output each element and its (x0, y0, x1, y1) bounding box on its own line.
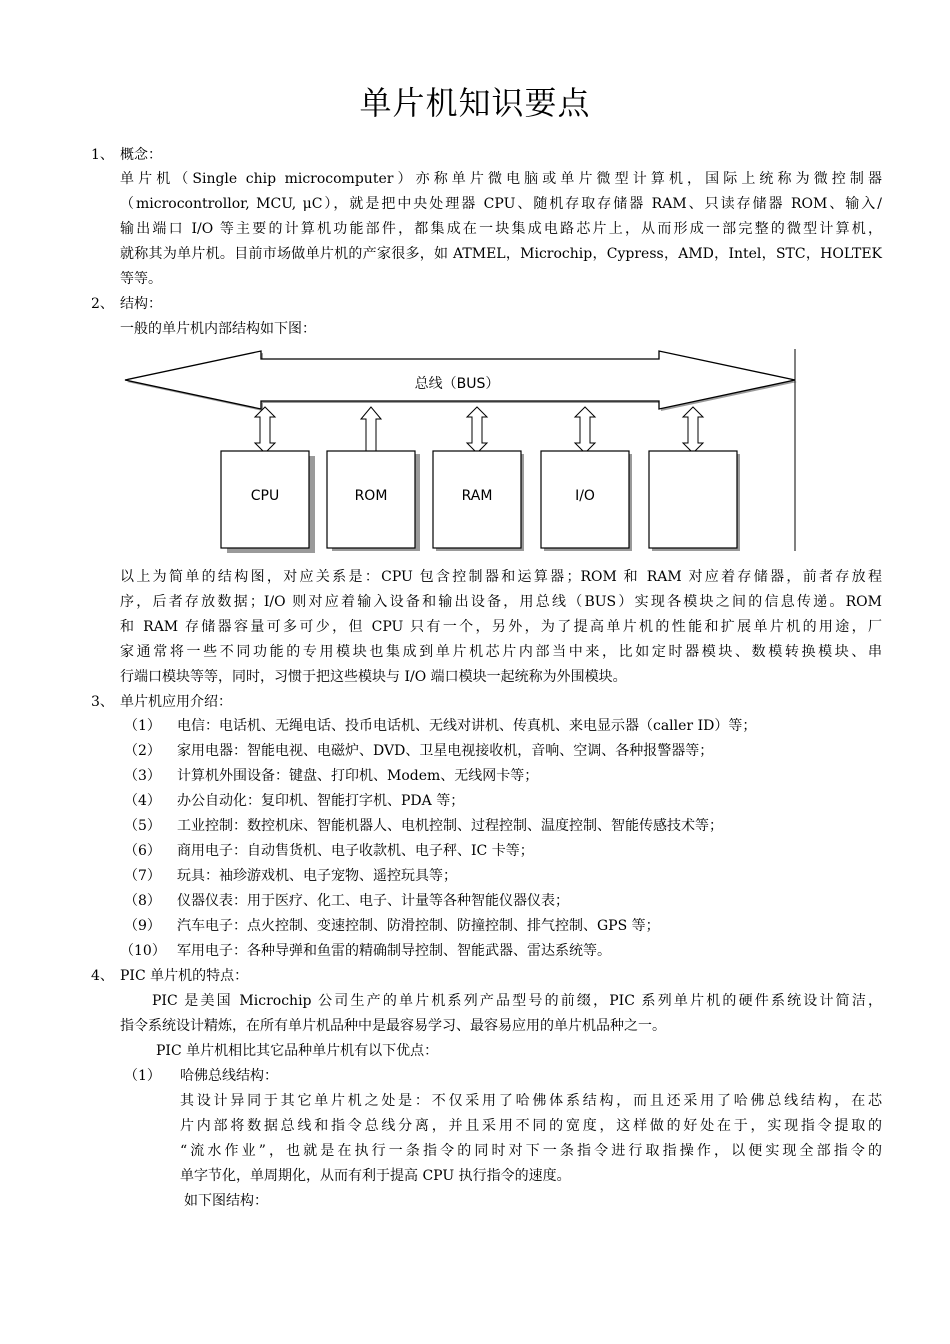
pic-feature-after: 如下图结构： (184, 1193, 268, 1209)
cpu-block (221, 451, 315, 553)
app-item-text: 汽车电子：点火控制、变速控制、防滑控制、防撞控制、排气控制、GPS 等； (177, 918, 660, 934)
app-item-text: 电信：电话机、无绳电话、投币电话机、无线对讲机、传真机、来电显示器（caller ID）等； (177, 718, 757, 734)
app-item-number: （4） (124, 793, 161, 809)
section-4-p2: PIC 单片机相比其它品种单片机有以下优点： (156, 1043, 439, 1059)
section-2-line-3: 和 RAM 存储器容量可多可少，但 CPU 只有一个，另外，为了提高单片机的性能和扩展单片机的用途，厂 (120, 619, 882, 635)
page-title: 单片机知识要点 (359, 84, 591, 122)
section-2-line-2: 序，后者存放数据；I/O 则对应着输入设备和输出设备，用总线（BUS）实现各模块之间的信息传递。ROM (120, 594, 882, 610)
section-4-heading: PIC 单片机的特点： (120, 968, 249, 984)
section-1-number: 1、 (91, 147, 114, 163)
app-item-number: （3） (124, 768, 161, 784)
structure-diagram (115, 345, 805, 560)
extra-connector-arrow (683, 407, 703, 453)
app-item-number: （2） (124, 743, 161, 759)
pic-feature-line-4: 单字节化，单周期化，从而有利于提高 CPU 执行指令的速度。 (180, 1168, 571, 1184)
section-2-intro: 一般的单片机内部结构如下图： (120, 321, 316, 337)
pic-feature-line-2: 片内部将数据总线和指令总线分离，并且采用不同的宽度，这样做的好处在于，实现指令提取的 (180, 1118, 882, 1134)
section-1-heading: 概念： (120, 147, 162, 163)
app-item-text: 计算机外围设备：键盘、打印机、Modem、无线网卡等； (177, 768, 539, 784)
cpu-label: CPU (250, 488, 280, 504)
section-2-line-5: 行端口模块等等，同时，习惯于把这些模块与 I/O 端口模块一起统称为外围模块。 (120, 669, 627, 685)
app-item-text: 军用电子：各种导弹和鱼雷的精确制导控制、智能武器、雷达系统等。 (177, 943, 611, 959)
section-4-number: 4、 (91, 968, 114, 984)
section-4-p1-line-2: 指令系统设计精炼，在所有单片机品种中是最容易学习、最容易应用的单片机品种之一。 (120, 1018, 666, 1034)
section-1-line-5: 等等。 (120, 271, 162, 287)
section-1-line-4: 就称其为单片机。目前市场做单片机的产家很多，如 ATMEL，Microchip，Cypress，AMD，Intel，STC，HOLTEK (120, 246, 882, 262)
rom-label: ROM (354, 488, 388, 504)
io-block (541, 451, 632, 551)
app-item-number: （10） (120, 943, 166, 959)
app-item-text: 办公自动化：复印机、智能打字机、PDA 等； (177, 793, 465, 809)
app-item-text: 家用电器：智能电视、电磁炉、DVD、卫星电视接收机，音响、空调、各种报警器等； (177, 743, 714, 759)
app-item-number: （7） (124, 868, 161, 884)
extra-block (649, 451, 740, 551)
section-2-line-1: 以上为简单的结构图，对应关系是：CPU 包含控制器和运算器；ROM 和 RAM 对应着存储器，前者存放程 (120, 569, 882, 585)
section-2-heading: 结构： (120, 296, 162, 312)
io-connector-arrow (575, 407, 595, 453)
rom-connector-arrow (361, 407, 381, 451)
pic-feature-heading: 哈佛总线结构： (180, 1068, 278, 1084)
section-2-line-4: 家通常将一些不同功能的专用模块也集成到单片机芯片内部当中来，比如定时器模块、数模转换模块、串 (120, 644, 882, 660)
app-item-number: （1） (124, 718, 161, 734)
app-item-number: （5） (124, 818, 161, 834)
pic-feature-line-1: 其设计异同于其它单片机之处是：不仅采用了哈佛体系结构，而且还采用了哈佛总线结构，在芯 (180, 1093, 882, 1109)
section-4-p1-line-1: PIC 是美国 Microchip 公司生产的单片机系列产品型号的前缀，PIC 系列单片机的硬件系统设计简洁， (152, 993, 882, 1009)
rom-block (327, 451, 420, 551)
ram-label: RAM (461, 488, 493, 504)
ram-block (433, 451, 524, 551)
pic-feature-number: （1） (124, 1068, 161, 1084)
section-1-line-2: （microcontrollor, MCU, μC），就是把中央处理器 CPU、随机存取存储器 RAM、只读存储器 ROM、输入/ (120, 196, 882, 212)
bus-label: 总线（BUS） (414, 376, 500, 392)
cpu-connector-arrow (255, 407, 275, 453)
app-item-text: 仪器仪表：用于医疗、化工、电子、计量等各种智能仪器仪表； (177, 893, 569, 909)
io-label: I/O (575, 488, 595, 504)
app-item-number: （9） (124, 918, 161, 934)
app-item-number: （6） (124, 843, 161, 859)
section-3-number: 3、 (91, 694, 114, 710)
pic-feature-line-3: “流水作业”，也就是在执行一条指令的同时对下一条指令进行取指操作，以便实现全部指令的 (180, 1143, 882, 1159)
section-2-number: 2、 (91, 296, 114, 312)
section-1-line-1: 单片机（Single chip microcomputer）亦称单片微电脑或单片微型计算机，国际上统称为微控制器 (120, 171, 882, 187)
app-item-text: 商用电子：自动售货机、电子收款机、电子秤、IC 卡等； (177, 843, 534, 859)
section-1-line-3: 输出端口 I/O 等主要的计算机功能部件，都集成在一块集成电路芯片上，从而形成一部完整的微型计算机， (120, 221, 882, 237)
ram-connector-arrow (467, 407, 487, 453)
app-item-text: 玩具：袖珍游戏机、电子宠物、遥控玩具等； (177, 868, 457, 884)
section-3-heading: 单片机应用介绍： (120, 694, 232, 710)
app-item-text: 工业控制：数控机床、智能机器人、电机控制、过程控制、温度控制、智能传感技术等； (177, 818, 723, 834)
app-item-number: （8） (124, 893, 161, 909)
